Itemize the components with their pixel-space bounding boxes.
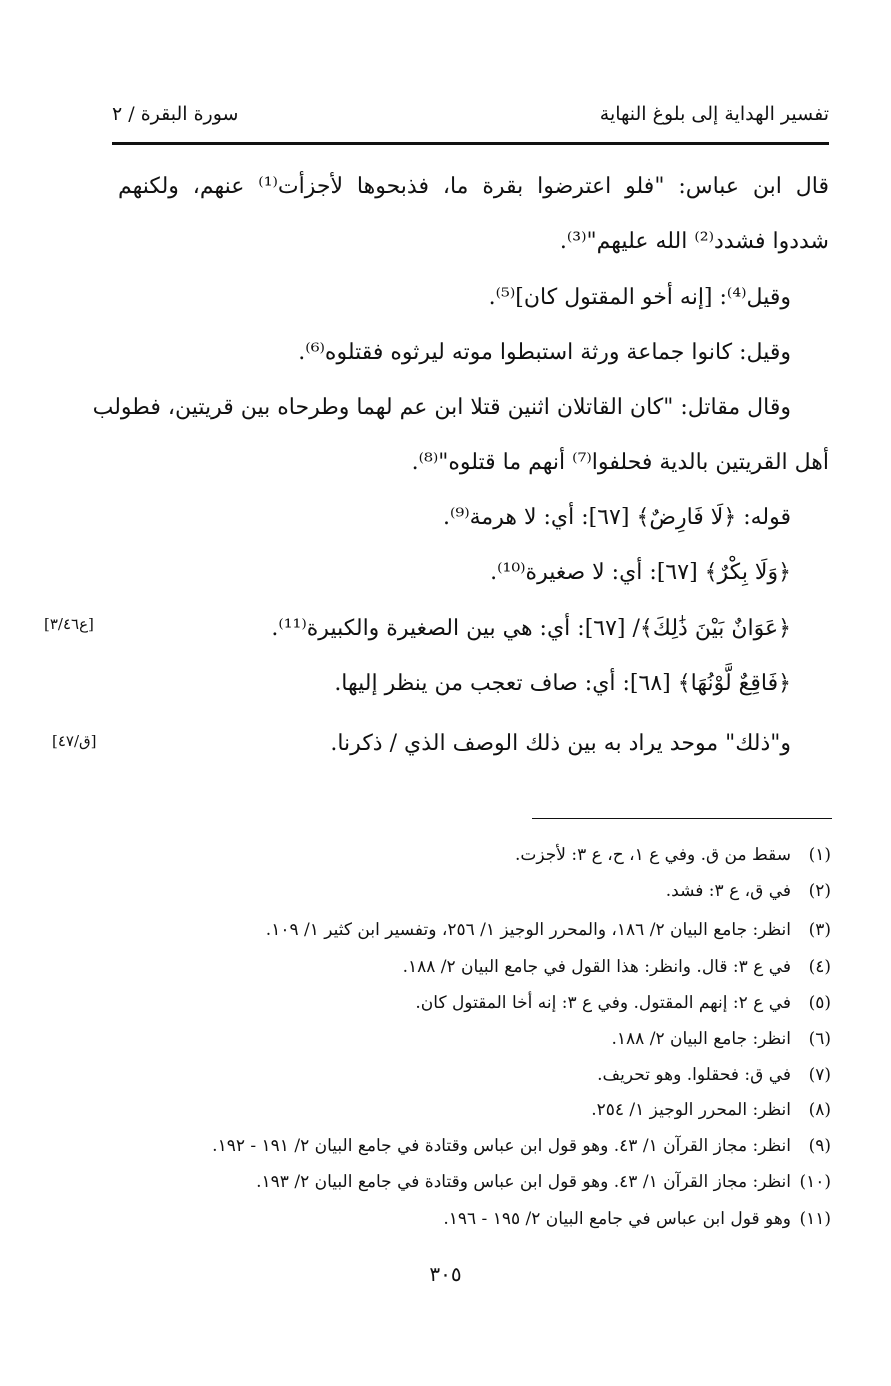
margin-note-manuscript-ain: [ع٣/٤٦] <box>44 615 94 633</box>
footnote-number: (١٠) <box>799 1172 831 1192</box>
running-header-title: تفسير الهداية إلى بلوغ النهاية <box>599 103 829 125</box>
footnote-separator <box>532 818 832 819</box>
footnote-6 <box>612 1027 831 1051</box>
footnote-number: (٩) <box>808 1136 831 1156</box>
page-number: ٣٠٥ <box>429 1262 462 1286</box>
footnote-text: في ع ٣: قال. وانظر: هذا القول في جامع البيان ٢/ ١٨٨. <box>402 957 791 977</box>
footnote-3 <box>266 918 831 942</box>
footnote-number: (٧) <box>808 1065 831 1085</box>
footnote-11 <box>443 1207 831 1231</box>
running-header-surah: سورة البقرة / ٢ <box>112 103 239 125</box>
footnote-7 <box>597 1063 831 1087</box>
footnote-number: (١١) <box>799 1209 831 1229</box>
body-line-4: وقيل: كانوا جماعة ورثة استبطوا موته ليرثوه فقتلوه⁽⁶⁾. <box>298 340 791 365</box>
footnote-10 <box>256 1170 831 1194</box>
footnote-text: انظر: المحرر الوجيز ١/ ٢٥٤. <box>591 1100 791 1120</box>
footnote-1 <box>515 843 831 867</box>
footnote-9 <box>212 1134 831 1158</box>
body-line-5: وقال مقاتل: "كان القاتلان اثنين قتلا ابن عم لهما وطرحاه بين قريتين، فطولب <box>92 395 791 420</box>
body-line-10: ﴿فَاقِعٌ لَّوْنُهَا﴾ [٦٨]: أي: صاف تعجب من ينظر إليها. <box>334 671 791 696</box>
body-line-6: أهل القريتين بالدية فحلفوا⁽⁷⁾ أنهم ما قتلوه"⁽⁸⁾. <box>411 450 829 475</box>
header-rule <box>112 142 829 145</box>
margin-note-manuscript-qaf: [ق/٤٧] <box>52 732 97 750</box>
footnote-number: (٣) <box>808 920 831 940</box>
footnote-text: انظر: مجاز القرآن ١/ ٤٣. وهو قول ابن عباس وقتادة في جامع البيان ٢/ ١٩٣. <box>256 1172 791 1192</box>
footnote-number: (٤) <box>808 957 831 977</box>
footnote-number: (٦) <box>808 1029 831 1049</box>
body-line-7: قوله: ﴿لَا فَارِضٌ﴾ [٦٧]: أي: لا هرمة⁽⁹⁾. <box>443 505 791 530</box>
footnote-number: (٢) <box>808 881 831 901</box>
footnote-text: في ق، ع ٣: فشد. <box>665 881 791 901</box>
footnote-text: انظر: مجاز القرآن ١/ ٤٣. وهو قول ابن عباس وقتادة في جامع البيان ٢/ ١٩١ - ١٩٢. <box>212 1136 791 1156</box>
footnote-8 <box>591 1098 831 1122</box>
footnote-4 <box>403 955 831 979</box>
body-line-9: ﴿عَوَانٌ بَيْنَ ذَٰلِكَ﴾/ [٦٧]: أي: هي بين الصغيرة والكبيرة⁽¹¹⁾. <box>271 616 791 641</box>
footnote-2 <box>666 879 831 903</box>
body-line-11: و"ذلك" موحد يراد به بين ذلك الوصف الذي / ذكرنا. <box>330 731 791 756</box>
footnote-text: وهو قول ابن عباس في جامع البيان ٢/ ١٩٥ - ١٩٦. <box>443 1209 791 1229</box>
body-line-2: شددوا فشدد⁽²⁾ الله عليهم"⁽³⁾. <box>559 229 829 254</box>
footnote-text: في ع ٢: إنهم المقتول. وفي ع ٣: إنه أخا المقتول كان. <box>415 993 791 1013</box>
footnote-text: سقط من ق. وفي ع ١، ح، ع ٣: لأجزت. <box>514 845 791 865</box>
footnote-number: (١) <box>808 845 831 865</box>
footnote-number: (٨) <box>808 1100 831 1120</box>
footnote-number: (٥) <box>808 993 831 1013</box>
footnote-text: انظر: جامع البيان ٢/ ١٨٨. <box>611 1029 791 1049</box>
body-line-8: ﴿وَلَا بِكْرٌ﴾ [٦٧]: أي: لا صغيرة⁽¹⁰⁾. <box>490 560 791 585</box>
body-line-1: قال ابن عباس: "فلو اعترضوا بقرة ما، فذبحوها لأجزأت⁽¹⁾ عنهم، ولكنهم <box>118 174 829 199</box>
footnote-text: في ق: فحقلوا. وهو تحريف. <box>597 1065 791 1085</box>
body-line-3: وقيل⁽⁴⁾: [إنه أخو المقتول كان]⁽⁵⁾. <box>488 285 791 310</box>
footnote-text: انظر: جامع البيان ٢/ ١٨٦، والمحرر الوجيز ١/ ٢٥٦، وتفسير ابن كثير ١/ ١٠٩. <box>265 920 791 940</box>
footnote-5 <box>415 991 831 1015</box>
